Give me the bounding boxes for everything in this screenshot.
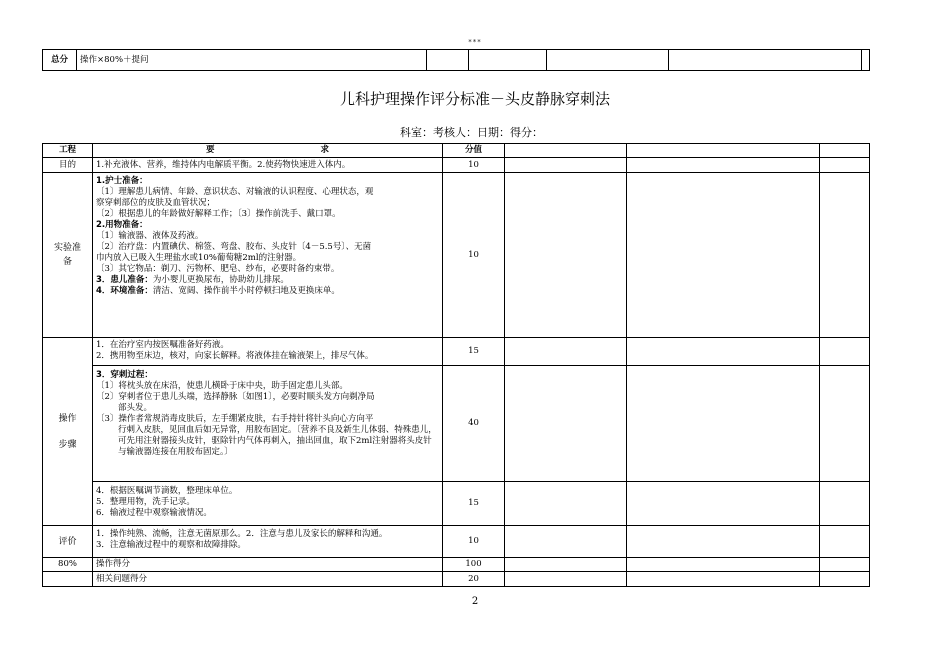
op-score-value: 100 (443, 558, 505, 572)
header-requirements: 要 求 (93, 144, 443, 158)
table-row (43, 158, 870, 173)
table-row (43, 558, 870, 572)
total-label: 总分 (43, 50, 77, 71)
patient-prep-heading: 3．患儿准备： (96, 275, 153, 285)
table-row (43, 526, 870, 558)
header-item: 工程 (43, 144, 93, 158)
row-label-eval: 评价 (43, 526, 93, 558)
prep-text: 1.护士准备： 〔1〕理解患儿病情、年龄、意识状态、对输液的认识程度、心理状态，观 察穿刺部位的皮肤及血管状况； 〔2〕根据患儿的年龄做好解释工作；〔3〕操作前洗手、戴口罩。 2.用物准备： 〔1〕输液器、液体及药液。 〔2〕治疗盘：内置碘伏、棉签、弯盘、胶布、头皮针〔4－5.5号〕、无菌 巾内放入已吸入生理盐水或10%葡萄糖2ml的注射器。 〔3〕其它物品：剃刀、污物杯、肥皂、纱布，必要时备约束带。 3．患儿准备：为小婴儿更换尿布，协助幼儿排尿。 4．环境准备：清洁、宽阔、操作前半小时停顿扫地及更换床单。 (93, 173, 443, 338)
table-header-row (43, 144, 870, 158)
table-row (43, 173, 870, 338)
steps-3-score: 15 (443, 482, 505, 526)
env-prep-heading: 4．环境准备： (96, 286, 153, 296)
table-row (43, 482, 870, 526)
header-mark: *** (468, 38, 482, 46)
steps-1-score: 15 (443, 338, 505, 366)
steps-2-score: 40 (443, 366, 505, 482)
purpose-text: 1.补充液体、营养，维持体内电解质平衡。2.使药物快速进入体内。 (93, 158, 443, 173)
steps-1-text: 1．在治疗室内按医嘱准备好药液。 2．携用物至床边，核对，向家长解释。将液体挂在输液架上，排尽气体。 (93, 338, 443, 366)
nurse-prep-heading: 1.护士准备： (96, 176, 148, 186)
table-row (43, 338, 870, 366)
steps-2-text: 3．穿刺过程： 〔1〕将枕头放在床沿，使患儿横卧于床中央，助手固定患儿头部。 〔2〕穿刺者位于患儿头端，选择静脉〔如图1〕，必要时顺头发方向剃净局 部头发。 〔3〕操作者常规消毒皮肤后，左手绷紧皮肤，右手持针将针头向心方向平 行刺入皮肤，见回血后如无异常，用胶布固定。〔营养不良及新生儿体弱、特殊患儿，可先用注射器接头皮针，驱除针内气体再刺入，抽出回血，取下2ml注射器将头皮针与输液器连接在用胶布固定。〕 (93, 366, 443, 482)
eval-score: 10 (443, 526, 505, 558)
header-score: 分值 (443, 144, 505, 158)
item-prep-heading: 2.用物准备： (96, 220, 148, 230)
qa-score-text: 相关问题得分 (93, 572, 443, 587)
table-row (43, 366, 870, 482)
qa-score-value: 20 (443, 572, 505, 587)
total-formula: 操作×80%＋提问 (77, 50, 427, 71)
op-score-text: 操作得分 (93, 558, 443, 572)
scoring-table (42, 143, 870, 587)
steps-3-text: 4．根据医嘱调节滴数，整理床单位。 5．整理用物，洗手记录。 6．输液过程中观察输液情况。 (93, 482, 443, 526)
puncture-heading: 3．穿刺过程： (96, 370, 153, 380)
page-title: 儿科护理操作评分标准－头皮静脉穿刺法 (339, 90, 610, 108)
row-label-pct: 80% (43, 558, 93, 572)
eval-text: 1．操作纯熟、流畅，注意无菌原那么。2．注意与患儿及家长的解释和沟通。 3．注意输液过程中的观察和故障排除。 (93, 526, 443, 558)
row-label-steps: 操作 步骤 (43, 338, 93, 526)
total-score-table (42, 49, 870, 71)
row-label-prep: 实验准 备 (43, 173, 93, 338)
row-label-purpose: 目的 (43, 158, 93, 173)
row-label-qa (43, 572, 93, 587)
purpose-score: 10 (443, 158, 505, 173)
page-number: 2 (471, 596, 479, 607)
prep-score: 10 (443, 173, 505, 338)
table-row (43, 572, 870, 587)
form-subtitle: 科室：考核人：日期：得分： (400, 126, 543, 139)
